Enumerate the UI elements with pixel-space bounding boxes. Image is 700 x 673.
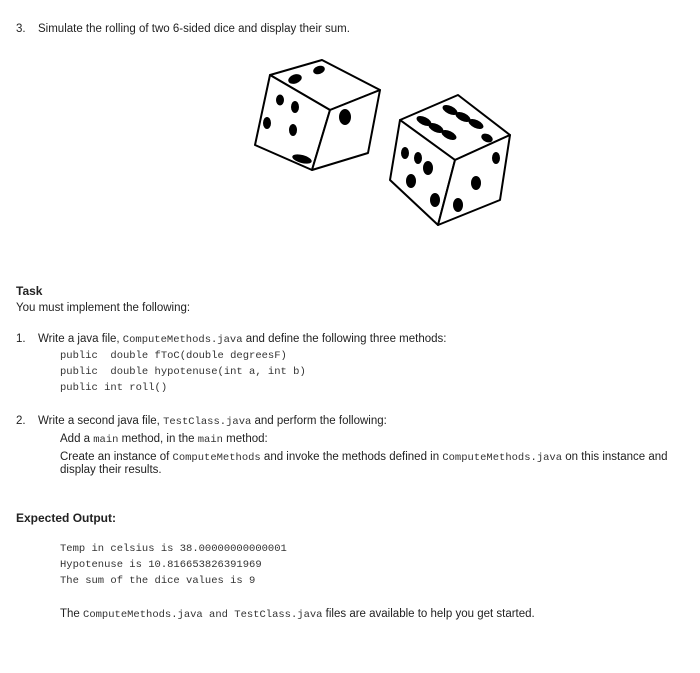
section-text: Simulate the rolling of two 6-sided dice and display their sum. — [38, 23, 350, 35]
item2-text: Write a second java file, TestClass.java and perform the following: — [38, 415, 387, 428]
method-line: public double hypotenuse(int a, int b) — [60, 366, 306, 378]
dice-illustration — [240, 55, 540, 235]
item2-file: TestClass.java — [163, 416, 252, 428]
method-line: public int roll() — [60, 382, 168, 394]
task-heading: Task — [16, 284, 43, 298]
item2-sub2: Create an instance of ComputeMethods and invoke the methods defined in ComputeMethods.java on this instance and — [60, 451, 668, 464]
section-number: 3. — [16, 23, 26, 35]
output-line: Hypotenuse is 10.816653826391969 — [60, 559, 262, 571]
expected-footer: The ComputeMethods.java and TestClass.java files are available to help you get started. — [60, 608, 535, 621]
task-intro: You must implement the following: — [16, 302, 191, 314]
item1-text: Write a java file, ComputeMethods.java and define the following three methods: — [38, 333, 447, 346]
item1-file: ComputeMethods.java — [122, 334, 243, 346]
die-1-icon — [255, 60, 380, 170]
item1-number: 1. — [16, 333, 26, 345]
item2-sub2-line2: display their results. — [60, 464, 162, 476]
item2-number: 2. — [16, 415, 26, 427]
output-line: The sum of the dice values is 9 — [60, 575, 256, 587]
die-2-icon — [390, 95, 510, 225]
method-line: public double fToC(double degreesF) — [60, 350, 287, 362]
expected-heading: Expected Output: — [16, 511, 117, 525]
item2-sub1: Add a main method, in the main method: — [60, 433, 268, 446]
output-line: Temp in celsius is 38.00000000000001 — [60, 543, 287, 555]
